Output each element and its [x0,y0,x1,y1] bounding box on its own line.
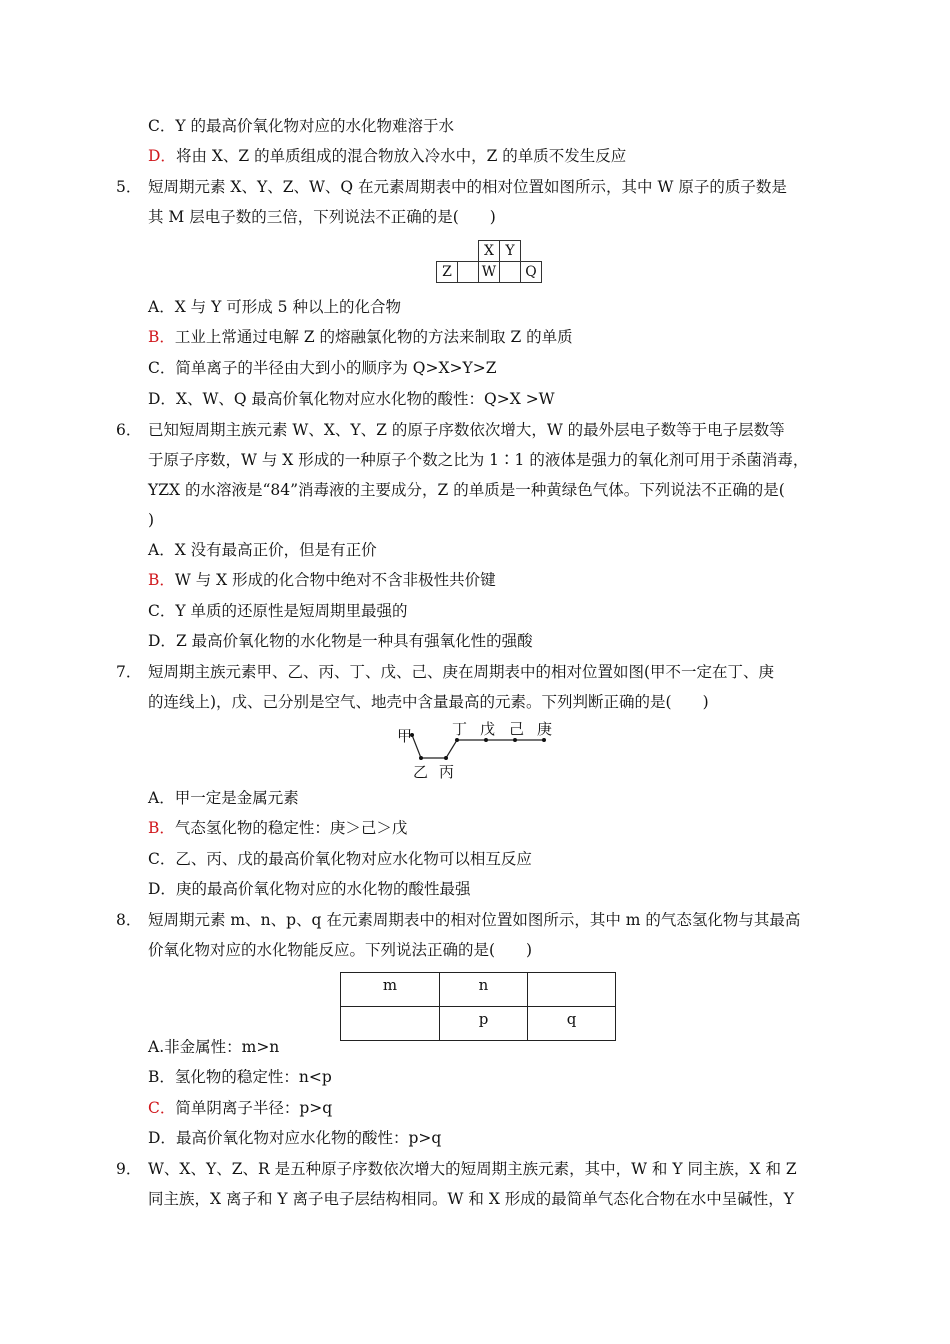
question-stem: 的连线上)，戊、己分别是空气、地壳中含量最高的元素。下列判断正确的是( ) [148,693,709,711]
question-stem: 短周期主族元素甲、乙、丙、丁、戊、己、庚在周期表中的相对位置如图(甲不一定在丁、庚 [148,663,775,681]
option-letter: C． [148,117,176,135]
option-d: D．Z 最高价氧化物的水化物是一种具有强氧化性的强酸 [148,632,533,650]
question-number: 8． [116,911,142,929]
label-bing: 丙 [439,763,455,780]
question-stem: 于原子序数，W 与 X 形成的一种原子个数之比为 1∶1 的液体是强力的氧化剂可用于杀菌消毒， [148,451,809,469]
option-c: C．乙、丙、戊的最高价氧化物对应水化物可以相互反应 [148,850,532,868]
option-c: C．简单阴离子半径：p>q [148,1099,333,1117]
cell: Z [437,262,458,283]
cell: p [440,1007,528,1041]
option-d: D．X、W、Q 最高价氧化物对应水化物的酸性：Q>X >W [148,390,555,408]
question-stem: 已知短周期主族元素 W、X、Y、Z 的原子序数依次增大，W 的最外层电子数等于电子层数等 [148,421,785,439]
question-stem: ) [148,511,155,529]
cell [458,262,479,283]
option-text: 将由 X、Z 的单质组成的混合物放入冷水中，Z 的单质不发生反应 [175,147,627,165]
option-c: C．简单离子的半径由大到小的顺序为 Q>X>Y>Z [148,359,497,377]
cell: Q [521,262,542,283]
option-letter-answer: D． [148,147,176,165]
element-position-diagram [380,710,570,780]
question-stem: 价氧化物对应的水化物能反应。下列说法正确的是( ) [148,941,533,959]
option-b: B．工业上常通过电解 Z 的熔融氯化物的方法来制取 Z 的单质 [148,328,573,346]
cell: n [440,973,528,1007]
option-a: A．X 没有最高正价，但是有正价 [148,541,377,559]
option-b: B．W 与 X 形成的化合物中绝对不含非极性共价键 [148,571,496,589]
label-jia: 甲 [397,727,413,745]
question-stem: YZX 的水溶液是“84”消毒液的主要成分，Z 的单质是一种黄绿色气体。下列说法不正确的是( [148,481,785,499]
option-d [148,146,626,166]
cell [500,262,521,283]
cell: q [528,1007,616,1041]
element-table [340,972,616,1041]
label-geng: 庚 [537,720,553,738]
option-text: Y 的最高价氧化物对应的水化物难溶于水 [175,117,455,135]
cell [341,1007,440,1041]
label-wu: 戊 [480,720,496,738]
question-number: 5． [116,178,142,196]
option-b: B．气态氢化物的稳定性：庚＞己＞戊 [148,819,408,837]
question-stem: 同主族，X 离子和 Y 离子电子层结构相同。W 和 X 形成的最简单气态化合物在水中呈碱性，Y [148,1190,795,1208]
question-number: 9． [116,1160,142,1178]
option-a: A．X 与 Y 可形成 5 种以上的化合物 [148,298,401,316]
label-ding: 丁 [452,720,468,738]
question-stem: 短周期元素 m、n、p、q 在元素周期表中的相对位置如图所示，其中 m 的气态氢化物与其最高 [148,911,801,929]
option-a: A．甲一定是金属元素 [148,789,299,807]
question-stem: 短周期元素 X、Y、Z、W、Q 在元素周期表中的相对位置如图所示，其中 W 原子的质子数是 [148,178,787,196]
label-ji: 己 [509,720,525,738]
option-c [148,116,454,136]
cell: m [341,973,440,1007]
cell: Y [500,241,521,262]
cell [528,973,616,1007]
option-c: C．Y 单质的还原性是短周期里最强的 [148,602,408,620]
question-stem: 其 M 层电子数的三倍，下列说法不正确的是( ) [148,208,496,226]
cell: X [479,241,500,262]
question-stem: W、X、Y、Z、R 是五种原子序数依次增大的短周期主族元素，其中，W 和 Y 同主族，X 和 Z [148,1160,797,1178]
option-d: D．最高价氧化物对应水化物的酸性：p>q [148,1129,442,1147]
label-yi: 乙 [413,763,429,780]
periodic-table-fragment [436,240,542,283]
option-b: B．氢化物的稳定性：n<p [148,1068,332,1086]
cell: W [479,262,500,283]
option-d: D．庚的最高价氧化物对应的水化物的酸性最强 [148,880,471,898]
option-a: A.非金属性：m>n [148,1038,280,1056]
question-number: 6． [116,421,142,439]
question-number: 7． [116,663,142,681]
